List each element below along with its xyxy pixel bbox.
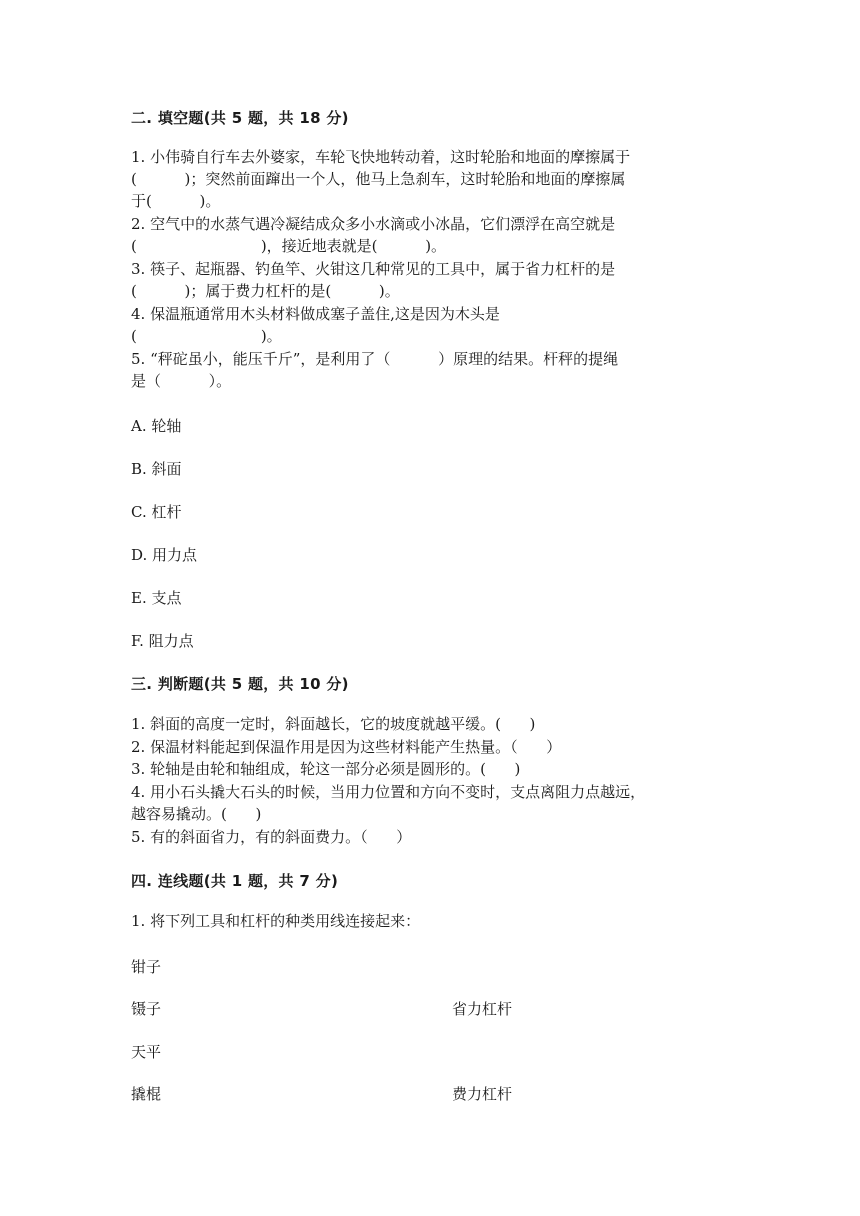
option-b: B. 斜面: [131, 460, 182, 478]
section-3-title: 三. 判断题(共 5 题，共 10 分): [131, 675, 349, 693]
fill-q3-line1: 3. 筷子、起瓶器、钓鱼竿、火钳这几种常见的工具中，属于省力杠杆的是: [131, 260, 616, 278]
fill-q4-line1: 4. 保温瓶通常用木头材料做成塞子盖住,这是因为木头是: [131, 305, 500, 323]
match-left-item: 钳子: [131, 958, 162, 976]
fill-q2-line2: ( )，接近地表就是( )。: [131, 237, 447, 255]
judge-q3: 3. 轮轴是由轮和轴组成，轮这一部分必须是圆形的。( ): [131, 760, 521, 778]
fill-q1-line3: 于( )。: [131, 192, 221, 210]
option-d: D. 用力点: [131, 546, 198, 564]
judge-q2: 2. 保温材料能起到保温作用是因为这些材料能产生热量。（ ）: [131, 738, 562, 756]
option-c: C. 杠杆: [131, 503, 182, 521]
match-left-item: 天平: [131, 1043, 162, 1061]
fill-q5-line1: 5. “秤砣虽小，能压千斤”，是利用了（ ）原理的结果。杆秤的提绳: [131, 350, 619, 368]
option-f: F. 阻力点: [131, 632, 194, 650]
option-a: A. 轮轴: [131, 417, 182, 435]
match-right-item: 费力杠杆: [452, 1085, 513, 1103]
judge-q5: 5. 有的斜面省力，有的斜面费力。（ ）: [131, 828, 412, 846]
fill-q1-line2: ( )；突然前面蹿出一个人，他马上急刹车，这时轮胎和地面的摩擦属: [131, 170, 626, 188]
fill-q4-line2: ( )。: [131, 327, 282, 345]
fill-q1-line1: 1. 小伟骑自行车去外婆家，车轮飞快地转动着，这时轮胎和地面的摩擦属于: [131, 148, 631, 166]
match-left-item: 镊子: [131, 1000, 162, 1018]
option-e: E. 支点: [131, 589, 182, 607]
fill-q3-line2: ( )；属于费力杠杆的是( )。: [131, 282, 400, 300]
match-right-item: 省力杠杆: [452, 1000, 513, 1018]
match-left-item: 撬棍: [131, 1085, 162, 1103]
fill-q5-line2: 是（ ）。: [131, 372, 232, 390]
match-question: 1. 将下列工具和杠杆的种类用线连接起来：: [131, 912, 421, 930]
judge-q1: 1. 斜面的高度一定时，斜面越长，它的坡度就越平缓。( ): [131, 715, 536, 733]
section-4-title: 四. 连线题(共 1 题，共 7 分): [131, 872, 339, 890]
fill-q2-line1: 2. 空气中的水蒸气遇冷凝结成众多小水滴或小冰晶，它们漂浮在高空就是: [131, 215, 616, 233]
judge-q4-line2: 越容易撬动。( ): [131, 805, 262, 823]
section-2-title: 二. 填空题(共 5 题，共 18 分): [131, 109, 349, 127]
judge-q4-line1: 4. 用小石头撬大石头的时候，当用力位置和方向不变时，支点离阻力点越远，: [131, 783, 646, 801]
